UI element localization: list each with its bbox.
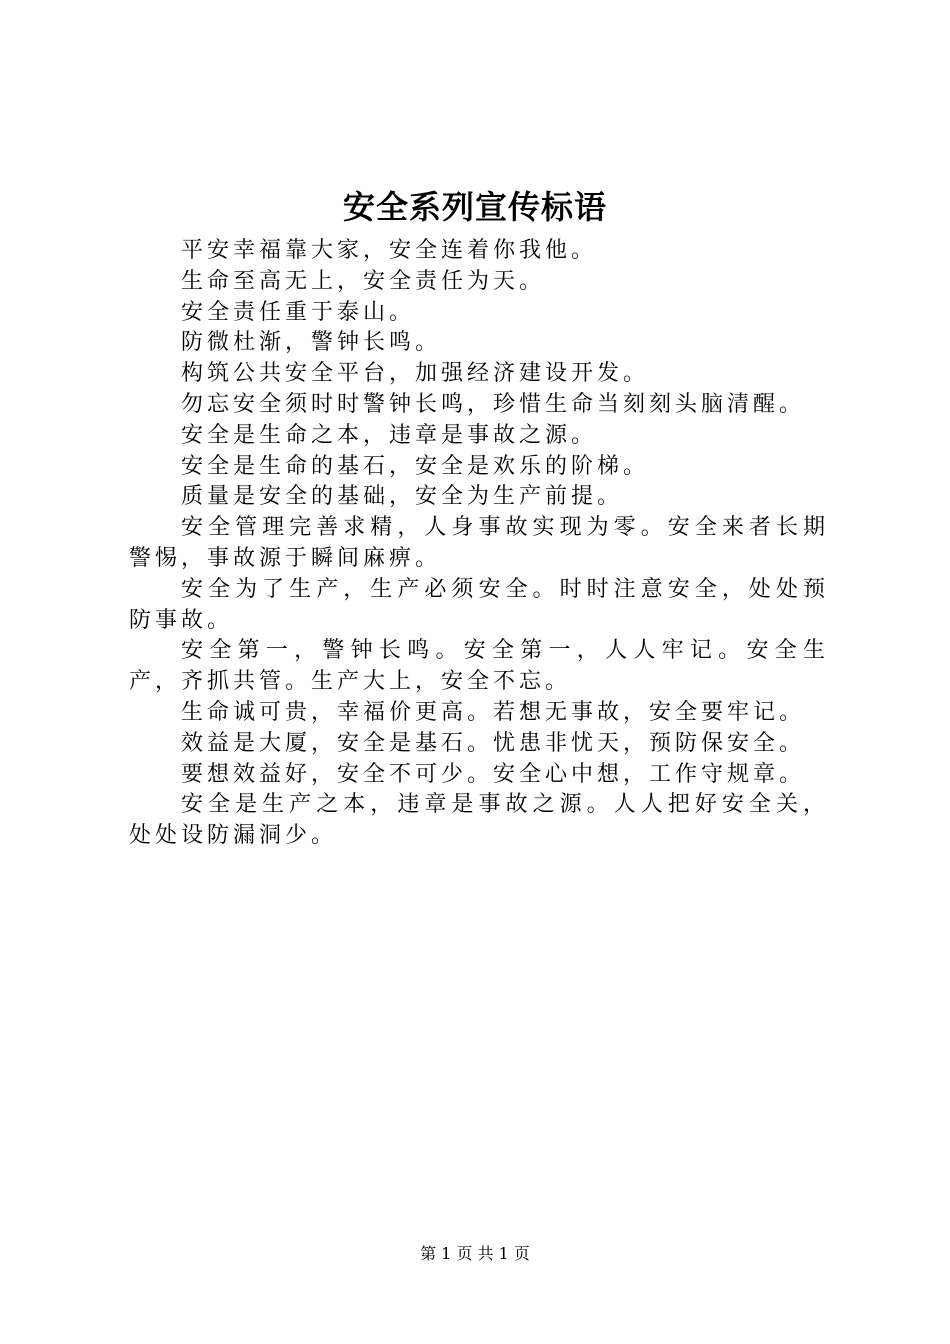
slogan-paragraph: 安全是生命的基石，安全是欢乐的阶梯。 — [181, 453, 650, 479]
slogan-paragraph: 防微杜渐，警钟长鸣。 — [181, 330, 442, 356]
slogan-paragraph: 安全是生产之本，违章是事故之源。人人把好安全关，处处设防漏洞少。 — [129, 792, 829, 849]
document-body — [129, 236, 829, 852]
slogan-paragraph: 生命至高无上，安全责任为天。 — [181, 268, 546, 294]
slogan-paragraph: 安全责任重于泰山。 — [181, 299, 416, 325]
slogan-paragraph: 平安幸福靠大家，安全连着你我他。 — [181, 238, 598, 263]
slogan-paragraph: 安全第一，警钟长鸣。安全第一，人人牢记。安全生产，齐抓共管。生产大上，安全不忘。 — [129, 638, 829, 695]
document-title: 安全系列宣传标语 — [342, 188, 607, 226]
slogan-paragraph: 勿忘安全须时时警钟长鸣，珍惜生命当刻刻头脑清醒。 — [181, 391, 806, 417]
slogan-paragraph: 安全为了生产，生产必须安全。时时注意安全，处处预防事故。 — [129, 576, 829, 633]
slogan-paragraph: 安全管理完善求精，人身事故实现为零。安全来者长期警惕，事故源于瞬间麻痹。 — [129, 515, 829, 571]
slogan-paragraph: 生命诚可贵，幸福价更高。若想无事故，安全要牢记。 — [181, 699, 806, 725]
slogan-paragraph: 质量是安全的基础，安全为生产前提。 — [181, 484, 624, 510]
page-footer: 第 1 页 共 1 页 — [420, 1244, 530, 1263]
slogan-paragraph: 构筑公共安全平台，加强经济建设开发。 — [181, 361, 650, 387]
slogan-paragraph: 效益是大厦，安全是基石。忧患非忧天，预防保安全。 — [181, 730, 806, 756]
slogan-paragraph: 要想效益好，安全不可少。安全心中想，工作守规章。 — [181, 761, 806, 787]
slogan-paragraph: 安全是生命之本，违章是事故之源。 — [181, 422, 598, 448]
